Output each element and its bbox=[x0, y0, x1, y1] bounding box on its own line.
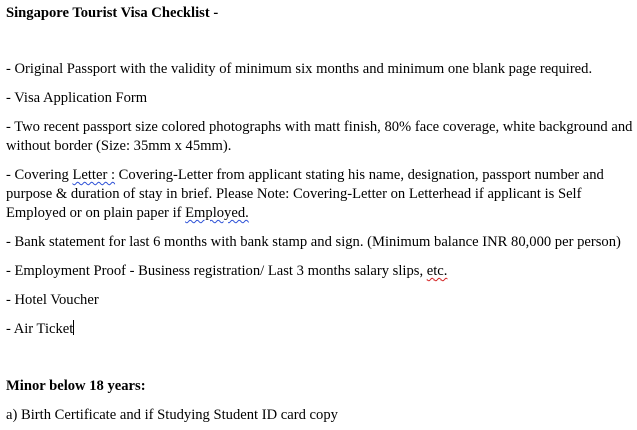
item-photographs: - Two recent passport size colored photographs with matt finish, 80% face coverage, white background and without border (Size: 35mm x 45mm). bbox=[6, 119, 633, 154]
item-bank-statement: - Bank statement for last 6 months with bank stamp and sign. (Minimum balance INR 80,000 per person) bbox=[6, 234, 621, 250]
air-ticket-text: - Air Ticket bbox=[6, 321, 74, 337]
item-passport: - Original Passport with the validity of minimum six months and minimum one blank page required. bbox=[6, 61, 593, 77]
covering-middle: Covering-Letter from applicant stating his name, designation, passport number and purpose & duration of stay in brief. Please Note: Covering-Letter on Letterhead if applicant is Self Employed or on plain paper if bbox=[6, 167, 604, 221]
item-visa-form: - Visa Application Form bbox=[6, 90, 148, 106]
item-covering-letter bbox=[6, 166, 634, 223]
document-title: Singapore Tourist Visa Checklist - bbox=[6, 5, 219, 21]
employment-prefix: - Employment Proof - Business registration/ Last 3 months salary slips, bbox=[6, 263, 427, 279]
spelling-flag-etc: etc. bbox=[426, 263, 448, 279]
grammar-flag-employed: Employed. bbox=[185, 205, 249, 221]
covering-prefix: - Covering bbox=[6, 167, 73, 183]
item-air-ticket bbox=[6, 320, 634, 339]
item-hotel-voucher: - Hotel Voucher bbox=[6, 292, 99, 308]
minor-item-birth-certificate: a) Birth Certificate and if Studying Student ID card copy bbox=[6, 407, 338, 423]
item-employment-proof bbox=[6, 262, 634, 281]
minor-heading: Minor below 18 years: bbox=[6, 378, 146, 394]
grammar-flag-letter: Letter : bbox=[72, 167, 116, 183]
document-body[interactable] bbox=[6, 4, 634, 425]
text-cursor bbox=[73, 320, 74, 335]
